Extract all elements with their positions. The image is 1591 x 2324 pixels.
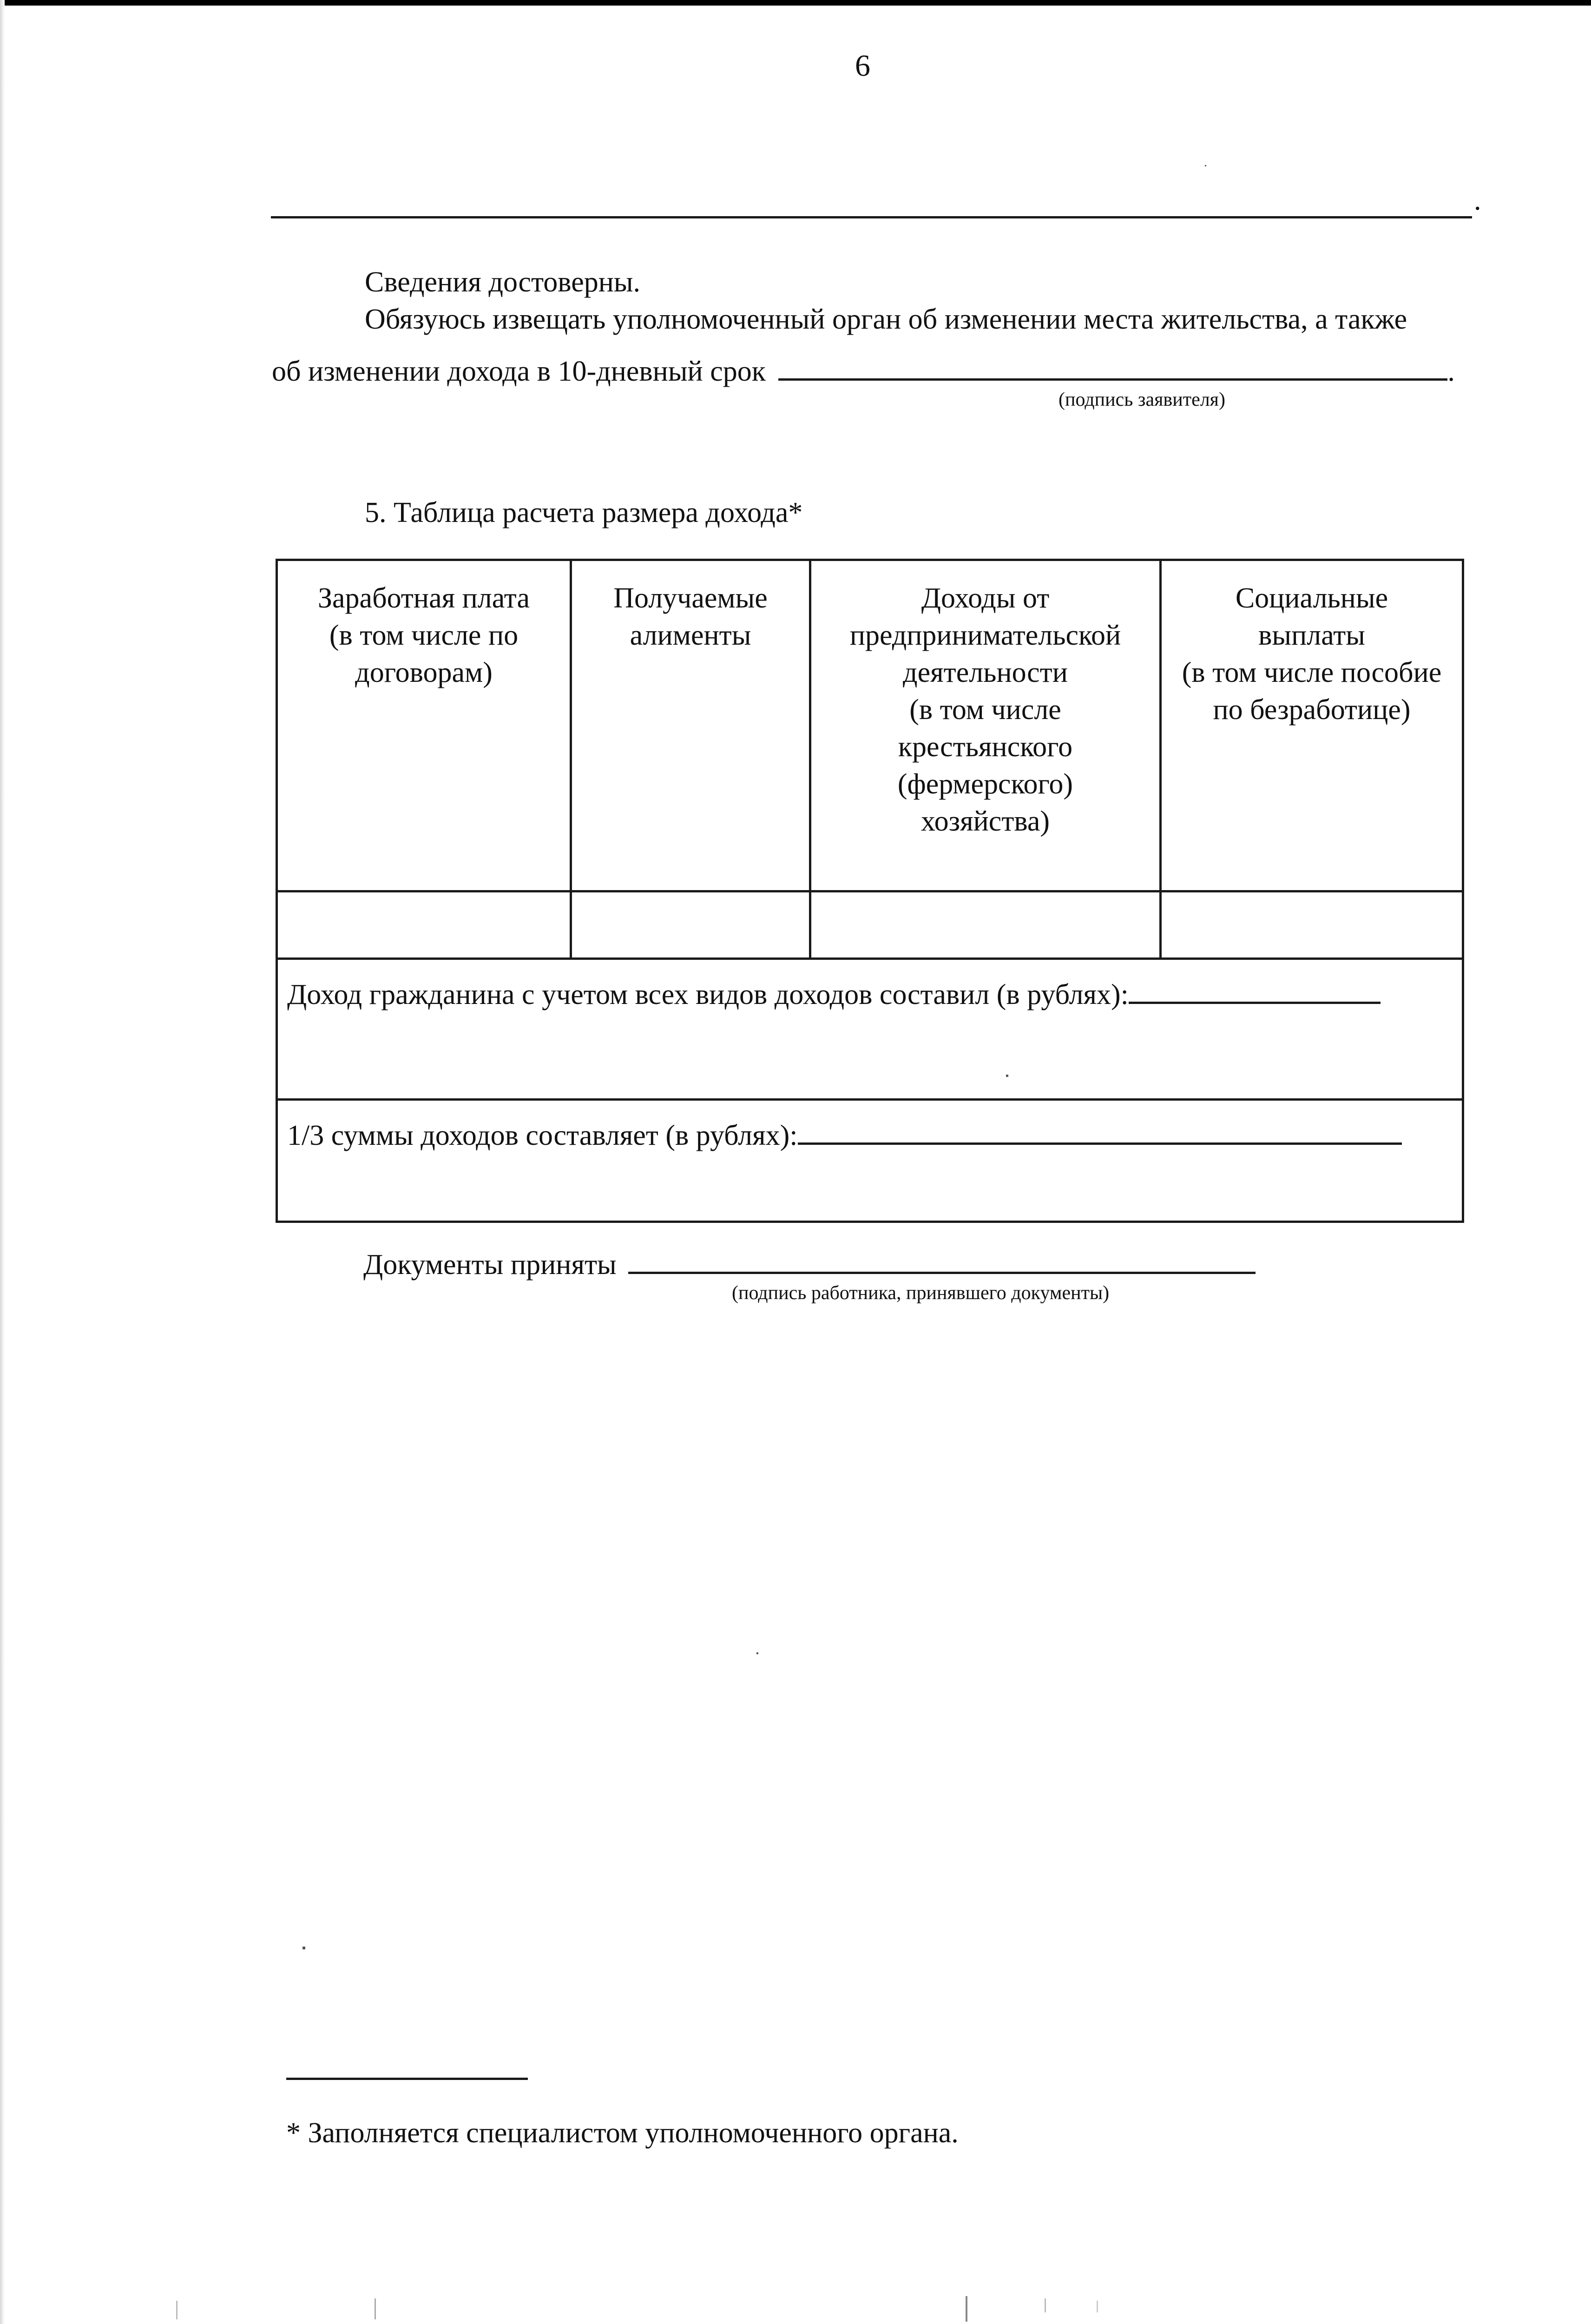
applicant-signature-field[interactable]	[778, 352, 1447, 381]
scan-speck	[302, 1947, 305, 1949]
scan-speck	[966, 2296, 967, 2322]
scan-speck	[375, 2298, 376, 2319]
top-blank-line-period: .	[1474, 185, 1481, 216]
header-social-payments: Социальные выплаты (в том числе пособие по безработице)	[1161, 560, 1463, 891]
top-blank-line	[271, 216, 1472, 218]
scan-speck	[176, 2301, 178, 2319]
applicant-signature-caption: (подпись заявителя)	[1058, 389, 1225, 410]
total-income-label: Доход гражданина с учетом всех видов доходов составил (в рублях):	[287, 979, 1129, 1010]
total-income-field[interactable]	[1129, 978, 1381, 1004]
income-calculation-table	[276, 559, 1464, 1223]
documents-accepted	[363, 1246, 1256, 1279]
page-number: 6	[855, 49, 870, 83]
total-income-cell	[277, 959, 1463, 1100]
statement-obligation-line1: Обязуюсь извещать уполномоченный орган об изменении места жительства, а также	[365, 304, 1407, 335]
footnote-text: * Заполняется специалистом уполномоченного органа.	[286, 2117, 959, 2149]
table-header-row	[277, 560, 1463, 891]
third-income-label: 1/3 суммы доходов составляет (в рублях):	[287, 1120, 798, 1151]
third-income-cell	[277, 1100, 1463, 1222]
scan-speck	[1045, 2298, 1046, 2312]
footnote-separator	[286, 2078, 528, 2080]
header-business-income: Доходы от предпринимательской деятельности (в том числе крестьянского (фермерского) хозяйства)	[810, 560, 1161, 891]
business-income-value-cell[interactable]	[810, 891, 1161, 959]
third-income-field[interactable]	[798, 1119, 1402, 1145]
header-alimony: Получаемые алименты	[571, 560, 810, 891]
employee-signature-caption: (подпись работника, принявшего документы)	[732, 1282, 1110, 1304]
social-payments-value-cell[interactable]	[1161, 891, 1463, 959]
scan-top-edge	[0, 0, 1591, 6]
scan-speck	[1097, 2301, 1098, 2312]
scan-left-edge	[0, 0, 5, 2324]
statement-reliable: Сведения достоверны.	[365, 266, 641, 298]
table-values-row	[277, 891, 1463, 959]
header-wages: Заработная плата (в том числе по договорам)	[277, 560, 571, 891]
alimony-value-cell[interactable]	[571, 891, 810, 959]
scan-speck	[756, 1652, 758, 1654]
scan-speck	[1205, 165, 1206, 166]
wages-value-cell[interactable]	[277, 891, 571, 959]
documents-accepted-label: Документы приняты	[363, 1249, 617, 1281]
employee-signature-field[interactable]	[628, 1246, 1256, 1274]
third-income-row	[277, 1100, 1463, 1222]
scan-speck	[1006, 1075, 1008, 1077]
total-income-row	[277, 959, 1463, 1100]
statement-obligation-line2: об изменении дохода в 10-дневный срок .	[272, 352, 1455, 386]
statement-obligation-text: об изменении дохода в 10-дневный срок	[272, 356, 766, 387]
section-title: 5. Таблица расчета размера дохода*	[365, 497, 803, 528]
